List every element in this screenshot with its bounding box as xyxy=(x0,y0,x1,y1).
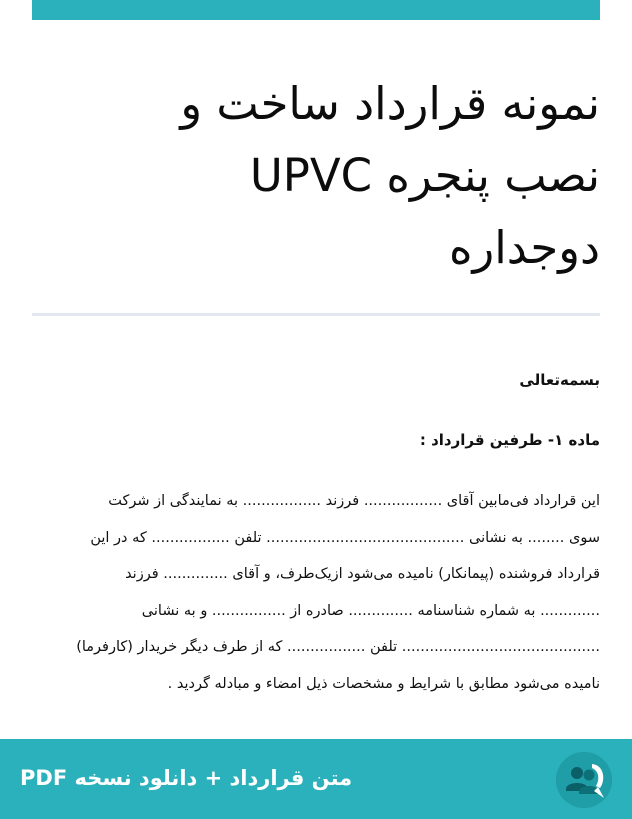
title-line-1: نمونه قرارداد ساخت و xyxy=(180,77,600,130)
body-line: نامیده می‌شود مطابق با شرایط و مشخصات ذیل امضاء و مبادله گردید . xyxy=(167,675,600,692)
body-line: ............. به شماره شناسنامه .............. صادره از ................ و به نشانی xyxy=(141,602,600,619)
download-banner[interactable] xyxy=(0,739,632,819)
article-1-heading: ماده ۱- طرفین قرارداد : xyxy=(419,431,600,449)
body-line: قرارداد فروشنده (پیمانکار) نامیده می‌شود ازیک‌طرف، و آقای .............. فرزند xyxy=(125,566,600,582)
basmala-text: بسمه‌تعالی xyxy=(519,371,600,389)
page-title xyxy=(32,68,600,284)
title-line-2: نصب پنجره UPVC xyxy=(249,149,600,202)
article-1-body xyxy=(32,486,600,705)
download-banner-text[interactable]: متن قرارداد + دانلود نسخه PDF xyxy=(20,766,353,790)
body-line: ........................................... تلفن ................. که از طرف دیگر خریدار (کارفرما) xyxy=(76,639,600,655)
body-line: این قرارداد فی‌مابین آقای ................. فرزند ................. به نمایندگی از شرکت xyxy=(108,493,600,509)
title-divider xyxy=(32,313,600,316)
users-chat-icon xyxy=(556,752,612,808)
title-line-3: دوجداره xyxy=(448,221,600,274)
body-line: سوی ........ به نشانی ........................................... تلفن ................. که در این xyxy=(90,529,600,546)
top-accent-bar xyxy=(32,0,600,20)
